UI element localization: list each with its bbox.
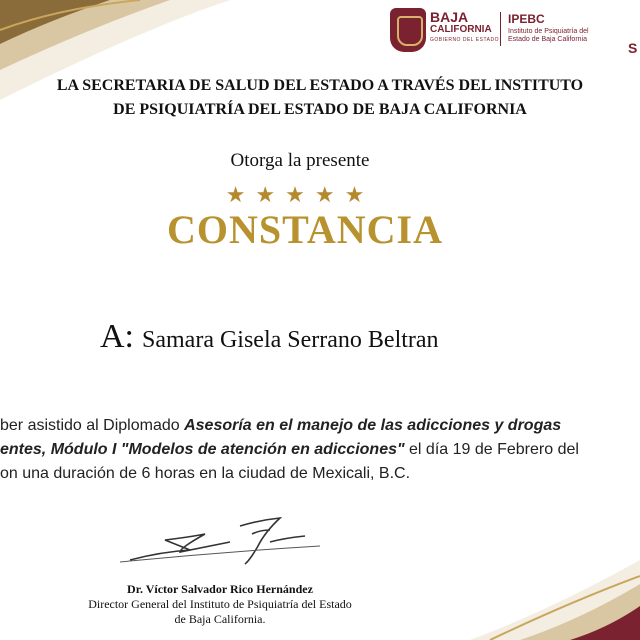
recipient-line — [100, 318, 439, 356]
state-logo-subtitle: CALIFORNIA — [430, 24, 492, 35]
intro-text: Otorga la presente — [230, 150, 370, 171]
state-logo-title: BAJA — [430, 9, 469, 25]
certificate-title: CONSTANCIA — [167, 207, 443, 252]
certificate-body — [0, 414, 640, 486]
institute-logo-name: Instituto de Psiquiatría del Estado de Baja California — [508, 28, 589, 43]
signer-title-line-1: Director General del Instituto de Psiquiatría del Estado — [88, 597, 352, 611]
signer-name: Dr. Víctor Salvador Rico Hernández — [127, 582, 313, 596]
body-duration-segment: on una duración de 6 horas en la ciudad de Mexicali, B.C. — [0, 465, 411, 482]
body-line-3 — [0, 462, 640, 486]
body-date-segment: el día 19 de Febrero del — [404, 441, 579, 458]
recipient-name: Samara Gisela Serrano Beltran — [142, 327, 439, 353]
handwritten-signature — [120, 512, 320, 572]
body-line-2 — [0, 438, 640, 462]
issuer-line-1: LA SECRETARIA DE SALUD DEL ESTADO A TRAVÉS DEL INSTITUTO — [56, 77, 584, 94]
course-name-segment: Asesoría en el manejo de las adicciones y drogas — [184, 417, 562, 434]
secretaria-logo: S — [628, 40, 638, 56]
institute-logo-abbr: IPEBC — [508, 12, 545, 26]
stars-decoration: ★★★★★ — [225, 182, 375, 207]
issuer-heading — [0, 74, 640, 122]
signer-block — [70, 582, 370, 627]
logo-divider — [500, 12, 501, 46]
header-logos — [388, 6, 640, 58]
bottom-right-ribbon-decoration — [430, 540, 640, 640]
course-module-segment: entes, Módulo I "Modelos de atención en adicciones" — [0, 441, 405, 458]
state-logo-gov: GOBIERNO DEL ESTADO — [430, 37, 499, 43]
issuer-line-2: DE PSIQUIATRÍA DEL ESTADO DE BAJA CALIFORNIA — [113, 101, 527, 118]
recipient-prefix: A: — [100, 318, 134, 355]
state-seal-logo — [390, 8, 426, 52]
body-line-1 — [0, 414, 640, 438]
signer-title-line-2: de Baja California. — [174, 612, 266, 626]
body-text-segment: ber asistido al Diplomado — [0, 417, 185, 434]
